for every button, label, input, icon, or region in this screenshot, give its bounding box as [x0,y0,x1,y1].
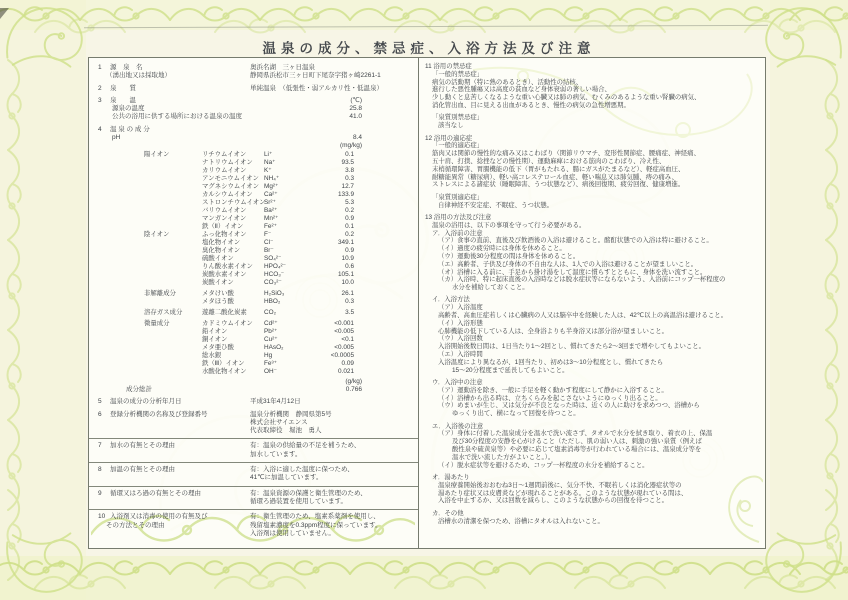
component-name: マンガンイオン [202,214,247,222]
component-formula: CO₃²⁻ [264,278,282,286]
component-name: メタけい酸 [202,289,234,297]
notes-line: （エ）高齢者、子供及び身体の不自由な人は、1人での入浴は避けることが望ましいこと。 [438,260,698,268]
component-name: マグネシウムイオン [202,182,260,190]
value-line: 入浴剤は使用していません。 [250,529,335,537]
notes-line: 「泉質別適応症」 [432,193,484,201]
component-value: 0.1 [345,150,354,158]
component-category: 陰イオン [144,230,170,238]
notes-lines [425,63,760,525]
notes-line: ゆっくり出て、横になって回復を待つこと。 [452,410,580,418]
ph-row [98,134,410,142]
notes-line: 心肺機能の低下している人は、全身浴よりも半身浴又は部分浴が望ましいこと。 [438,327,669,335]
component-value: 26.1 [341,289,354,297]
notes-line: 進行した悪性腫瘍又は高度の貧血など身体衰弱の著しい場合、 [432,86,611,94]
notes-line: （ア）入浴温度 [438,304,483,312]
notes-line: （ウ）入浴回数 [438,335,483,343]
divider [89,438,418,439]
component-category [144,360,202,368]
component-category [144,368,202,376]
component-formula: NH₄⁺ [264,174,280,182]
component-name: 水酸化物イオン [202,367,247,375]
component-name: メタほう酸 [202,297,234,305]
notes-line: 15〜20分程度まで延長してもよいこと。 [452,366,569,374]
notes-line: （ウ）運動後30分程度の間は身体を休めること。 [438,252,580,260]
component-category [144,255,202,263]
component-value: 0.9 [345,214,354,222]
source-location-label: （湧出地又は採取地） [106,72,171,80]
total-unit-row [98,378,410,386]
heating-value [250,466,410,483]
component-category [144,328,202,336]
unit-row [98,142,410,150]
component-value: 0.3 [345,174,354,182]
component-value: <0.001 [334,319,354,327]
component-value: 0.9 [345,246,354,254]
notes-line: 該当なし [438,122,464,130]
water-addition-value [250,442,410,459]
notes-line: 病気の活動期（特に熱のあるとき）、活動性の結核、 [432,78,583,86]
left-column [89,58,419,548]
component-row [98,159,410,167]
component-row [98,255,410,263]
component-row [98,263,410,271]
temperature-row-value: 25.8 [349,105,362,113]
component-name: 遊離二酸化炭素 [202,308,247,316]
component-row [98,183,410,191]
component-formula: Mn²⁺ [264,214,279,222]
agency-line: 温泉分析機関 静岡県第5号 [250,410,332,418]
notes-line: 及び30分程度の安静を心がけること（ただし、肌の弱い人は、刺激の強い泉質（例えば [452,438,702,446]
components-header: 4 温 泉 の 成 分 [98,125,150,133]
component-formula: Ca²⁺ [264,190,278,198]
analysis-agency-value [250,411,410,436]
temperature-row-label: 公共の浴用に供する場所における温泉の温度 [112,113,242,121]
notes-line: 入浴温度により異なるが、1回当たり、初めは3〜10分程度とし、慣れてきたら [438,358,664,366]
component-formula: Li⁺ [264,150,273,158]
total-label: 成分総計 [126,385,152,393]
component-row [98,328,410,336]
circulation-value [250,490,410,507]
component-name: ふっ化物イオン [202,230,247,238]
component-value: 133.9 [338,190,354,198]
notes-line: エ．入浴後の注意 [432,422,484,430]
component-value: 93.5 [341,158,354,166]
total-row [98,386,410,394]
value-line: 有：衛生管理のため、塩素系薬剤を使用し、 [250,513,380,521]
component-category: 非解離成分 [144,289,176,297]
notes-line: 浴槽水の清潔を保つため、浴槽にタオルは入れないこと。 [438,517,604,525]
component-formula: Fe³⁺ [264,359,277,367]
value-line: 有：温泉の供給量の不足を補うため、 [250,442,361,450]
component-formula: Ba²⁺ [264,206,278,214]
component-name: 鉛イオン [202,327,228,335]
source-name-label: 1 源 泉 名 [98,64,143,71]
notes-line: （ア）運動浴を除き、一般に手足を軽く動かす程度にして静かに入浴すること。 [438,386,668,394]
component-formula: Br⁻ [264,246,274,254]
spring-temperature-header: 3 泉 温 (℃) [98,96,362,104]
value-line: 有：温泉資源の保護と衛生管理のため、 [250,489,367,497]
component-name: カリウムイオン [202,166,247,174]
component-value: 10.9 [341,254,354,262]
component-row [98,199,410,207]
component-formula: Cl⁻ [264,238,274,246]
component-row [98,151,410,159]
component-formula: Mg²⁺ [264,182,279,190]
component-row [98,344,410,352]
component-formula: OH⁻ [264,367,277,375]
additives-value [250,513,410,538]
component-row [98,231,410,239]
divider [89,486,418,487]
component-category [144,271,202,279]
component-row [98,271,410,279]
circulation-row: 9 循環又はろ過の有無とその理由 有：温泉資源の保護と衛生管理のため、 循環ろ過装置を使用しています。 [98,490,410,507]
component-name: りん酸水素イオン [202,262,253,270]
component-row [98,279,410,287]
notes-line: 「泉質別禁忌症」 [432,114,484,122]
notes-line: オ．湯あたり [432,474,470,481]
component-formula: H₂SiO₃ [264,289,285,297]
component-category [144,352,202,360]
notes-line: 入浴を中止するか、又は回数を減らし、このような状態からの回復を待つこと。 [438,497,669,505]
component-row [98,368,410,376]
component-row [98,239,410,247]
component-category: 陽イオン [144,150,170,158]
notes-line: ストレスによる諸症状（睡眠障害、うつ状態など）、病後回復期、疲労回復、健康増進。 [432,181,685,189]
notes-line: 高齢者、高血圧症若しくは心臓病の人又は脳卒中を経験した人は、42℃以上の高温浴は避けること。 [438,312,728,320]
component-value: 5.3 [345,198,354,206]
notes-line: 筋肉又は関節の慢性的な痛み又はこわばり（関節リウマチ、変形性関節症、腰痛症、神経痛、 [432,150,700,158]
component-row [98,298,410,306]
ph-value: 8.4 [352,134,362,142]
component-formula: HBO₂ [264,297,281,305]
value-line: 有：入浴に適した温度に保つため、 [250,466,354,474]
item-number: 10 [98,513,106,521]
right-column [419,58,765,548]
component-category [144,215,202,223]
notes-line: （オ）浴槽に入る前に、手足から掛け湯をして温度に慣らすとともに、身体を洗い流すこと。 [438,268,707,276]
temperature-row-label: 源泉の温度 [112,105,145,113]
component-value: 349.1 [338,238,354,246]
notes-line: カ．その他 [432,509,464,517]
source-location-value: 静岡県浜松市三ヶ日町下尾奈字猪ヶ崎2261-1 [250,72,381,80]
total-value: 0.766 [345,385,362,393]
component-name: 総水銀 [202,351,222,359]
spring-quality-value: 単純温泉 （低張性・弱アルカリ性・低温泉） [250,84,383,92]
component-row [98,215,410,223]
item-number: 1 [98,64,102,71]
component-formula: HPO₄²⁻ [264,262,286,270]
component-value: 12.7 [341,182,354,190]
notes-line: 「一般的禁忌症」 [432,70,484,78]
component-value: <0.005 [334,343,354,351]
value-line: 循環ろ過装置を使用しています。 [250,497,347,505]
component-formula: SO₄²⁻ [264,254,282,262]
total-unit: (g/kg) [345,377,362,385]
document-title: 温泉の成分、禁忌症、入浴方法及び注意 [262,41,596,56]
notes-line: （ウ）めまいが生じ、又は気分が不良となった時は、近くの人に助けを求めつつ、浴槽から [438,402,700,410]
component-name: 炭酸水素イオン [202,270,247,278]
notes-line: イ．入浴方法 [432,296,470,304]
notes-line: 11 浴用の禁忌症 [425,63,472,70]
item-number: 9 [98,489,102,497]
component-formula: Cd²⁺ [264,319,278,327]
component-name: ナトリウムイオン [202,158,253,166]
component-value: <0.1 [341,335,354,343]
component-category [144,175,202,183]
temperature-rows [98,105,410,122]
notes-line: （イ）浴槽から出る時は、立ちくらみを起こさないようにゆっくり出ること。 [438,394,662,402]
component-category [144,279,202,287]
component-row [98,207,410,215]
divider [89,462,418,463]
temperature-row-value: 41.0 [349,113,362,121]
notes-line: （イ）過度の疲労時には身体を休めること。 [438,245,566,253]
component-value: <0.0005 [330,351,354,359]
component-row [98,360,410,368]
notes-line: （イ）脱水症状等を避けるため、コップ一杯程度の水分を補給すること。 [438,461,649,469]
temperature-unit: (℃) [350,96,362,104]
value-line: 加水しています。 [250,450,302,458]
component-name: アンモニウムイオン [202,174,259,182]
notes-line: （エ）入浴時間 [438,351,483,359]
analysis-date-value: 平成31年4月12日 [250,398,301,406]
notes-line: ア．入浴前の注意 [432,229,483,237]
component-category [144,336,202,344]
component-row [98,167,410,175]
notes-line: ウ．入浴中の注意 [432,379,483,387]
notes-line: 13 浴用の方法及び注意 [425,213,492,221]
component-value: 0.6 [345,262,354,270]
component-table [98,151,410,376]
component-category [144,199,202,207]
component-name: メタ亜ひ酸 [202,343,234,351]
component-row [98,352,410,360]
source-name-value: 奥浜名湖 三ヶ日温泉 [250,64,315,71]
component-row [98,336,410,344]
component-category [144,263,202,271]
component-formula: HAsO₂ [264,343,284,351]
notes-line: （ア）食事の直前、直後及び飲酒後の入浴は避けること。酩酊状態での入浴は特に避けること。 [438,237,713,245]
component-name: 炭酸イオン [202,278,234,286]
component-row [98,290,410,298]
component-row [98,223,410,231]
component-name: カルシウムイオン [202,190,253,198]
item-number: 3 [98,96,102,104]
content-box [88,57,766,549]
component-category [144,191,202,199]
component-formula: HCO₃⁻ [264,270,285,278]
analysis-agency-row: 6 登録分析機関の名称及び登録番号 温泉分析機関 静岡県第5号 株式会社サイエンス 代表取締役 堀池 勇人 [98,411,410,436]
notes-line: （カ）入浴時、特に起床直後の入浴時などは脱水症状等にならないよう、入浴前にコップ一杯程度の [438,276,726,284]
notes-line: 温水で洗い流した方がよいこと。）。 [452,453,555,461]
component-name: リチウムイオン [202,150,247,158]
component-value: 0.3 [345,297,354,305]
component-row [98,175,410,183]
ph-label: pH [112,134,121,142]
agency-line: 代表取締役 堀池 勇人 [250,427,322,435]
analysis-date-row: 5 温泉の成分の分析年月日 平成31年4月12日 [98,398,410,406]
water-addition-row: 7 加水の有無とその理由 有：温泉の供給量の不足を補うため、 加水しています。 [98,442,410,459]
component-value: 0.2 [345,230,354,238]
component-category: 微量成分 [144,319,170,327]
notes-line: 湯あたり症状又は皮膚炎などが現れることがある。このような状態が現れている間は、 [438,489,688,497]
component-formula: Sr²⁺ [264,198,276,206]
component-category [144,207,202,215]
component-formula: Fe²⁺ [264,222,277,230]
component-value: <0.005 [334,327,354,335]
item-number: 7 [98,442,102,450]
agency-line: 株式会社サイエンス [250,418,308,426]
component-name: 臭化物イオン [202,246,241,254]
value-line: 残留塩素濃度を0.3ppm程度に保っています。 [250,521,382,529]
component-name: バリウムイオン [202,206,247,214]
spring-quality-row: 2 泉 質 単純温泉 （低張性・弱アルカリ性・低温泉） [98,85,410,93]
notes-line: 耐糖能異常（糖尿病）、軽い高コレステロール血症、軽い喘息又は肺気腫、痔の痛み、 [432,173,678,181]
item-number: 2 [98,84,102,92]
component-name: ストロンチウムイオン [202,198,266,206]
component-formula: K⁺ [264,166,272,174]
component-category: 溶存ガス成分 [144,308,183,316]
component-row [98,309,410,317]
component-category [144,223,202,231]
notes-line: 自律神経不安定症、不眠症、うつ状態。 [438,201,554,209]
component-name: 銅イオン [202,335,228,343]
component-formula: CO₂ [264,308,277,316]
component-row [98,191,410,199]
notes-line: 入浴開始後数日間は、1日当たり1〜2回とし、慣れてきたら2〜3回まで増やしてもよいこと。 [438,343,706,351]
component-category [144,344,202,352]
notes-line: 温泉療養開始後おおむね3日〜1週間前後に、気分不快、不眠若しくは消化器症状等の [438,481,682,489]
notes-line: 水分を補給しておくこと。 [452,284,529,292]
additives-row: 10 入浴剤又は消毒の使用の有無及び その方法とその理由 有：衛生管理のため、塩素系薬剤を使用し、 残留塩素濃度を0.3ppm程度に保っています。 入浴剤は使用していません。 [98,513,410,538]
component-name: 塩化物イオン [202,238,241,246]
component-category [144,167,202,175]
notes-line: 「一般的適応症」 [432,142,484,150]
notes-line: 温泉の浴用は、以下の事項を守って行う必要がある。 [432,221,586,229]
temperature-row [98,113,410,121]
component-formula: Cu²⁺ [264,335,278,343]
component-category [144,298,202,306]
notes-line: 五十肩、打撲、捻挫などの慢性期）、運動麻痺における筋肉のこわばり、冷え性、 [432,157,666,165]
notes-line: 少し動くと息苦しくなるような重い心臓又は肺の病気、むくみのあるような重い腎臓の病気、 [432,94,701,102]
component-formula: F⁻ [264,230,272,238]
item-number: 8 [98,466,102,474]
component-category [144,159,202,167]
notes-line: 12 浴用の適応症 [425,134,473,142]
component-name: 鉄（Ⅱ）イオン [202,222,244,230]
component-value: 0.2 [345,206,354,214]
component-formula: Na⁺ [264,158,276,166]
heating-row: 8 加温の有無とその理由 有：入浴に適した温度に保つため、 41℃に加温しています。 [98,466,410,483]
component-value: 10.0 [341,278,354,286]
component-value: 0.021 [338,367,354,375]
component-name: 鉄（Ⅲ）イオン [202,359,245,367]
component-category [144,247,202,255]
component-formula: Hg [264,351,273,359]
component-name: カドミウムイオン [202,319,253,327]
notes-line: （イ）入浴形態 [438,319,483,327]
component-value: 0.1 [345,222,354,230]
component-value: 105.1 [338,270,354,278]
component-value: 0.09 [341,359,354,367]
value-line: 41℃に加温しています。 [250,474,323,482]
notes-line: 消化管出血、目に見える出血があるとき、慢性の病気の急性増悪期。 [432,101,630,109]
notes-line: （ア）身体に付着した温泉成分を温水で洗い流さず、タオルで水分を拭き取り、着衣の上、保温 [438,430,713,438]
component-row [98,247,410,255]
notes-line: 末梢循環障害、胃腸機能の低下（胃がもたれる、腸にガスがたまるなど）、軽症高血圧、 [432,165,685,173]
component-formula: Pb²⁺ [264,327,278,335]
item-number: 5 [98,398,102,406]
component-row [98,320,410,328]
divider [89,509,418,510]
component-category [144,183,202,191]
component-name: 硫酸イオン [202,254,234,262]
item-number: 4 [98,125,102,133]
scan-artifact-corner [0,8,9,19]
notes-line: 酸性泉や硫黄泉等）や必要に応じて塩素消毒等が行われている場合には、温泉成分等を [452,446,702,454]
component-category [144,239,202,247]
component-value: 3.8 [345,166,354,174]
item-number: 6 [98,410,102,418]
source-location-row [98,72,410,80]
component-unit: (mg/kg) [339,142,362,150]
component-value: 3.5 [345,308,354,316]
